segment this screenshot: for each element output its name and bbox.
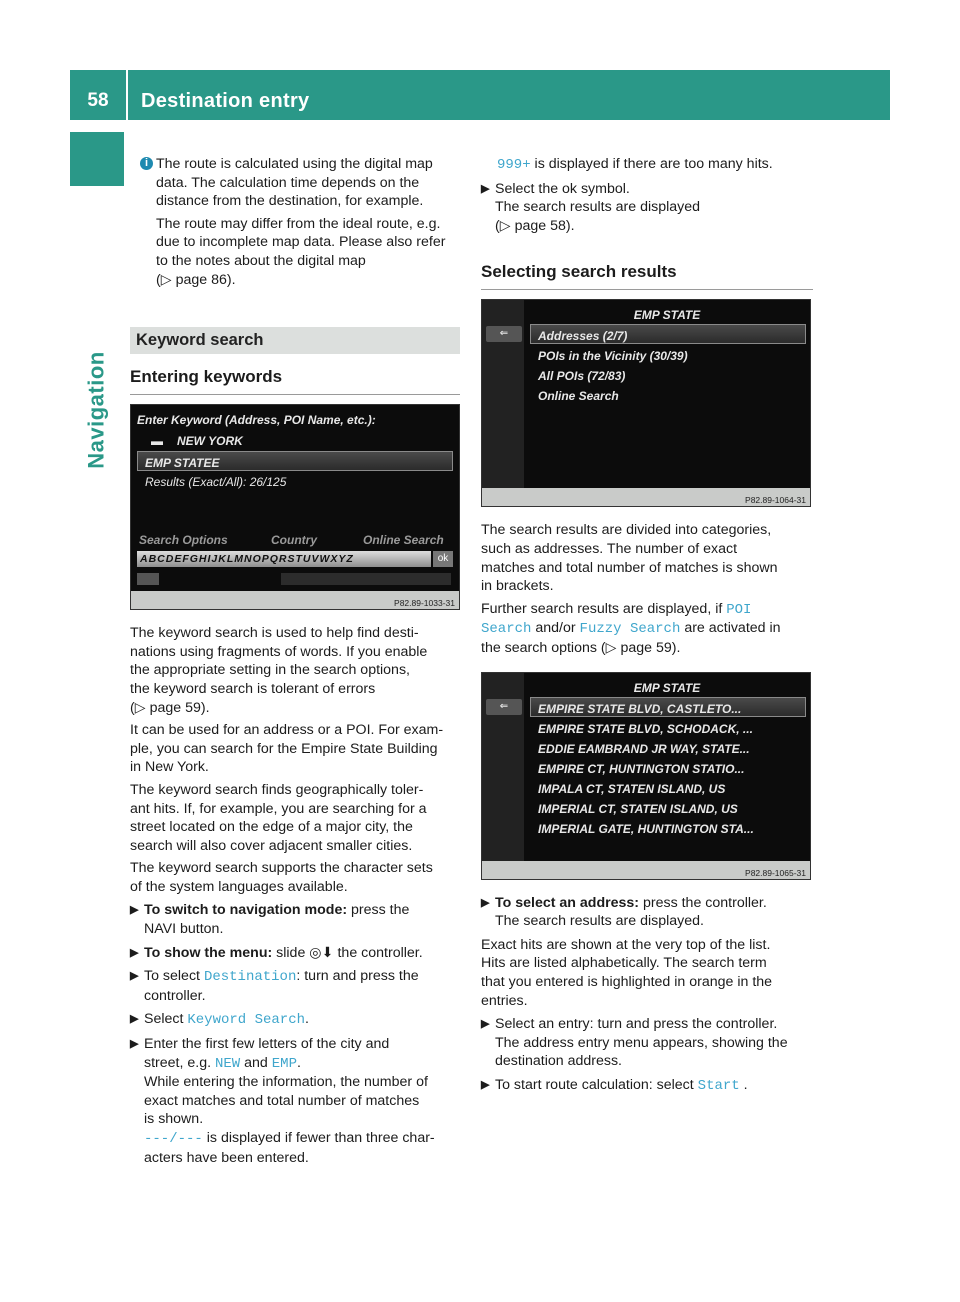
- menu-term: ---/---: [144, 1131, 203, 1147]
- right-column: [481, 155, 813, 1095]
- text-line: is displayed if there are too many hits.: [530, 156, 773, 172]
- step-text: While entering the information, the number of: [144, 1074, 428, 1091]
- step-text: Select: [144, 1011, 188, 1028]
- step-text: : turn and press the: [296, 968, 419, 985]
- page-title: Destination entry: [141, 90, 310, 112]
- text-line: the search options (▷ page 59).: [481, 639, 681, 656]
- body-text: [481, 936, 813, 1010]
- step-text: The address entry menu appears, showing the: [495, 1034, 788, 1051]
- step-text: slide ◎⬇ the controller.: [272, 944, 423, 961]
- step-item: [130, 1010, 460, 1030]
- screen-keyboard: ABCDEFGHIJKLMNOPQRSTUVWXYZ: [137, 551, 431, 567]
- step-arrow-icon: ▶: [481, 1018, 490, 1031]
- step-arrow-icon: ▶: [130, 970, 139, 983]
- text-line: Further search results are displayed, if: [481, 600, 727, 617]
- body-text: [481, 521, 813, 657]
- screen-list-item: EMPIRE STATE BLVD, SCHODACK, ...: [538, 721, 753, 736]
- step-arrow-icon: ▶: [130, 1038, 139, 1051]
- step-text: and: [240, 1054, 272, 1071]
- screen-ok-key: ok: [433, 551, 453, 567]
- step-text: .: [739, 1076, 748, 1093]
- step-item: [130, 944, 460, 963]
- left-column: [130, 155, 460, 1167]
- section-title: Keyword search: [130, 327, 460, 354]
- step-text: press the controller.: [639, 894, 767, 911]
- step-item: [481, 1076, 813, 1096]
- step-text: controller.: [144, 987, 206, 1004]
- text-line: in brackets.: [481, 578, 554, 595]
- info-line: data. The calculation time depends on the: [156, 174, 420, 191]
- step-text: acters have been entered.: [144, 1149, 309, 1166]
- step-text: street, e.g.: [144, 1054, 215, 1071]
- step-bold: To show the menu:: [144, 944, 273, 961]
- screen-list-item: IMPERIAL GATE, HUNTINGTON STA...: [538, 821, 754, 836]
- info-line: to the notes about the digital map: [156, 252, 366, 269]
- screen-city: NEW YORK: [177, 434, 243, 449]
- text-line: The keyword search finds geographically toler-: [130, 781, 424, 798]
- menu-term: Fuzzy Search: [579, 621, 681, 638]
- page-number: 58: [87, 90, 109, 111]
- text-line: in New York.: [130, 759, 209, 776]
- screen-menu-item: Country: [271, 533, 317, 548]
- step-item: [130, 967, 460, 1005]
- menu-term: NEW: [214, 1055, 241, 1072]
- screen-caption: P82.89-1033-31: [394, 598, 455, 609]
- screen-footer: [482, 488, 810, 506]
- text-line: ant hits. If, for example, you are searching for a: [130, 800, 427, 817]
- step-item: [481, 1015, 813, 1071]
- text-line: and/or: [531, 620, 580, 637]
- text-line: are activated in: [680, 620, 781, 637]
- step-text: destination address.: [495, 1053, 622, 1070]
- screen-list-item: IMPERIAL CT, STATEN ISLAND, US: [538, 801, 738, 816]
- screen-footer: [482, 861, 810, 879]
- step-arrow-icon: ▶: [481, 1078, 490, 1091]
- screen-list-item: POIs in the Vicinity (30/39): [538, 349, 688, 364]
- step-text: NAVI button.: [144, 921, 224, 938]
- step-arrow-icon: ▶: [481, 182, 490, 195]
- screen-prompt: Enter Keyword (Address, POI Name, etc.):: [137, 413, 376, 428]
- text-line: the keyword search is tolerant of errors: [130, 680, 376, 697]
- step-text: Enter the first few letters of the city and: [144, 1036, 390, 1053]
- info-line: distance from the destination, for example.: [156, 193, 424, 210]
- text-line: such as addresses. The number of exact: [481, 540, 738, 557]
- side-tab-label: Navigation: [83, 351, 109, 469]
- text-line: that you entered is highlighted in orange in the: [481, 973, 773, 990]
- text-line: ple, you can search for the Empire State Building: [130, 740, 438, 757]
- screen-footer: [131, 591, 459, 609]
- menu-term: 999+: [497, 157, 531, 173]
- screen-results: Results (Exact/All): 26/125: [145, 475, 287, 490]
- side-tab: [82, 320, 112, 500]
- info-line: The route is calculated using the digital map: [156, 156, 433, 172]
- screen-list-item: IMPALA CT, STATEN ISLAND, US: [538, 781, 726, 796]
- screen-entry: EMP STATEE: [145, 456, 220, 471]
- step-text: exact matches and total number of matches: [144, 1092, 420, 1109]
- text-line: the appropriate setting in the search options,: [130, 662, 410, 679]
- step-text: The search results are displayed: [495, 199, 701, 216]
- search-categories-screenshot: [481, 299, 811, 507]
- back-icon: ⇐: [486, 699, 522, 715]
- body-text: [130, 624, 460, 896]
- info-line: (▷ page 86).: [156, 271, 236, 288]
- step-item: [481, 894, 813, 931]
- info-line: The route may differ from the ideal route, e.g.: [156, 215, 441, 232]
- step-bold: To switch to navigation mode:: [144, 902, 348, 919]
- step-text: To start route calculation: select: [495, 1076, 698, 1093]
- step-text: .: [296, 1054, 301, 1071]
- text-line: street located on the edge of a major city, the: [130, 819, 413, 836]
- text-line: search will also cover adjacent smaller cities.: [130, 837, 413, 854]
- step-text: The search results are displayed.: [495, 913, 704, 930]
- sub-heading: Selecting search results: [481, 249, 813, 290]
- screen-title: EMP STATE: [633, 308, 701, 323]
- step-text: Select an entry: turn and press the controller.: [495, 1016, 778, 1033]
- info-note: [130, 155, 460, 289]
- screen-title: EMP STATE: [633, 680, 701, 695]
- screen-menu-item: Search Options: [139, 533, 228, 548]
- side-tab-marker: [70, 132, 124, 186]
- text-line: entries.: [481, 992, 528, 1009]
- screen-caption: P82.89-1065-31: [745, 867, 806, 878]
- text-line: Exact hits are shown at the very top of the list.: [481, 936, 771, 953]
- step-item: [130, 1035, 460, 1167]
- step-item: [481, 180, 813, 236]
- info-icon: i: [140, 157, 153, 170]
- sub-heading: Entering keywords: [130, 354, 460, 395]
- menu-term: Start: [697, 1077, 740, 1094]
- screen-caption: P82.89-1064-31: [745, 495, 806, 506]
- menu-term: Search: [481, 621, 532, 638]
- info-line: due to incomplete map data. Please also refer: [156, 234, 446, 251]
- keyword-entry-screenshot: [130, 404, 460, 610]
- step-arrow-icon: ▶: [481, 896, 490, 909]
- step-text: Select the ok symbol.: [495, 180, 630, 197]
- screen-list-item: Online Search: [538, 389, 619, 404]
- screen-list-item: All POIs (72/83): [538, 369, 626, 384]
- step-text: press the: [347, 902, 410, 919]
- screen-list-item: EMPIRE STATE BLVD, CASTLETO...: [538, 701, 742, 716]
- header-divider: [126, 70, 128, 120]
- step-text: To select: [144, 968, 204, 985]
- step-text: is displayed if fewer than three char-: [202, 1130, 435, 1146]
- screen-mode-key: [137, 573, 159, 585]
- screen-special-keys: [281, 573, 451, 585]
- screen-list-item: EDDIE EAMBRAND JR WAY, STATE...: [538, 741, 750, 756]
- screen-menu-item: Online Search: [363, 533, 444, 548]
- text-line: Hits are listed alphabetically. The search term: [481, 955, 767, 972]
- text-line: It can be used for an address or a POI. For exam-: [130, 722, 444, 739]
- text-line: The keyword search is used to help find desti-: [130, 625, 419, 642]
- text-line: matches and total number of matches is shown: [481, 559, 778, 576]
- car-icon: ▬: [151, 434, 163, 449]
- menu-term: POI: [726, 601, 752, 618]
- step-text: .: [305, 1011, 309, 1028]
- step-bold: To select an address:: [495, 894, 640, 911]
- step-arrow-icon: ▶: [130, 904, 139, 917]
- menu-term: Keyword Search: [187, 1012, 305, 1029]
- step-arrow-icon: ▶: [130, 1013, 139, 1026]
- screen-list-item: EMPIRE CT, HUNTINGTON STATIO...: [538, 761, 745, 776]
- step-arrow-icon: ▶: [130, 946, 139, 959]
- text-line: nations using fragments of words. If you enable: [130, 643, 428, 660]
- screen-list-item: Addresses (2/7): [538, 329, 628, 344]
- text-line: of the system languages available.: [130, 878, 348, 895]
- step-text: (▷ page 58).: [495, 217, 575, 234]
- back-icon: ⇐: [486, 326, 522, 342]
- text-line: (▷ page 59).: [130, 699, 210, 716]
- address-results-screenshot: [481, 672, 811, 880]
- text-line: The keyword search supports the character sets: [130, 860, 433, 877]
- step-item: [130, 901, 460, 938]
- menu-term: Destination: [203, 969, 297, 986]
- step-text: is shown.: [144, 1111, 204, 1128]
- menu-term: EMP: [271, 1055, 297, 1072]
- text-line: The search results are divided into categories,: [481, 522, 772, 539]
